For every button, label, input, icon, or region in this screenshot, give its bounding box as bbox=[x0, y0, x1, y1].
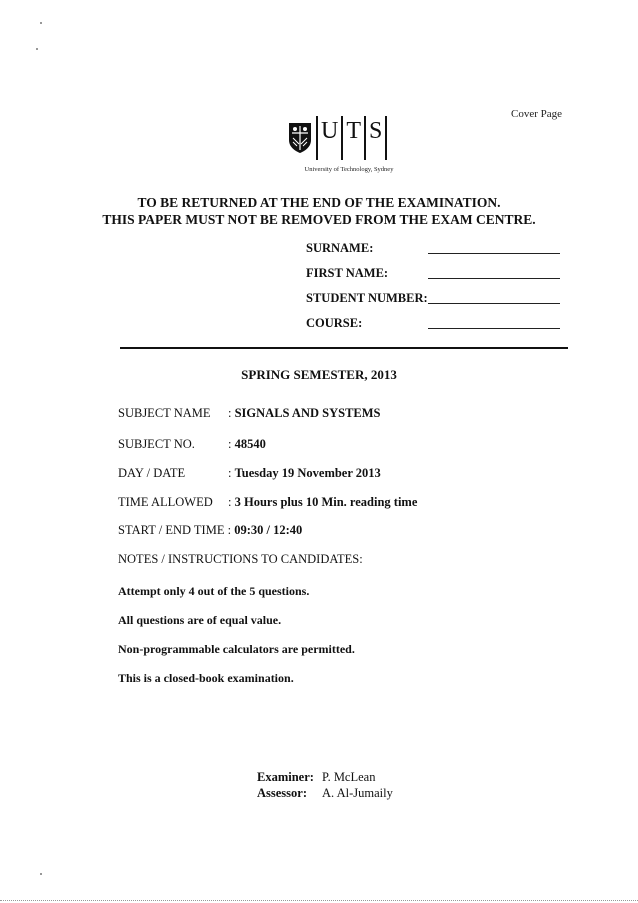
start-end-label: START / END TIME : bbox=[118, 523, 232, 537]
subject-name-row: : SIGNALS AND SYSTEMS bbox=[228, 406, 381, 420]
scan-speck bbox=[40, 22, 42, 24]
day-date-label: DAY / DATE bbox=[118, 466, 186, 480]
subject-name-label: SUBJECT NAME bbox=[118, 406, 211, 420]
day-date-value: Tuesday 19 November 2013 bbox=[234, 466, 381, 480]
start-end-row bbox=[118, 523, 302, 538]
scan-speck bbox=[36, 48, 38, 50]
surname-field[interactable] bbox=[428, 253, 560, 254]
logo-caption: University of Technology, Sydney bbox=[304, 166, 394, 173]
assessor-name: A. Al-Jumaily bbox=[322, 786, 393, 800]
crest-icon bbox=[288, 122, 312, 154]
logo-letter-u: U bbox=[321, 118, 339, 144]
student-number-field[interactable] bbox=[428, 303, 560, 304]
course-field[interactable] bbox=[428, 328, 560, 329]
time-allowed-label: TIME ALLOWED bbox=[118, 495, 213, 509]
subject-no-label: SUBJECT NO. bbox=[118, 437, 195, 451]
time-allowed-value: 3 Hours plus 10 Min. reading time bbox=[234, 495, 418, 509]
student-number-label: STUDENT NUMBER: bbox=[306, 291, 428, 305]
start-end-value: 09:30 / 12:40 bbox=[234, 523, 303, 537]
first-name-field[interactable] bbox=[428, 278, 560, 279]
subject-name-value: SIGNALS AND SYSTEMS bbox=[234, 406, 381, 420]
divider bbox=[120, 347, 568, 349]
subject-no-row: : 48540 bbox=[228, 437, 266, 451]
assessor-label: Assessor: bbox=[257, 786, 307, 800]
semester-title: SPRING SEMESTER, 2013 bbox=[241, 367, 397, 382]
cover-page-label: Cover Page bbox=[510, 108, 562, 120]
examiner-name: P. McLean bbox=[322, 770, 376, 784]
notes-heading: NOTES / INSTRUCTIONS TO CANDIDATES: bbox=[118, 552, 363, 566]
instruction-3: Non-programmable calculators are permitted. bbox=[118, 642, 355, 656]
instruction-1: Attempt only 4 out of the 5 questions. bbox=[118, 584, 310, 598]
time-allowed-row: : 3 Hours plus 10 Min. reading time bbox=[228, 495, 418, 509]
logo-letter-s: S bbox=[369, 118, 383, 144]
course-label: COURSE: bbox=[306, 316, 363, 330]
examiner-label: Examiner: bbox=[257, 770, 314, 784]
removal-warning: THIS PAPER MUST NOT BE REMOVED FROM THE EXAM CENTRE. bbox=[102, 212, 536, 227]
instruction-4: This is a closed-book examination. bbox=[118, 671, 294, 685]
uts-logo bbox=[288, 116, 428, 188]
surname-label: SURNAME: bbox=[306, 241, 374, 255]
first-name-label: FIRST NAME: bbox=[306, 266, 389, 280]
logo-letter-t: T bbox=[346, 118, 362, 144]
scan-bottom-edge bbox=[0, 900, 638, 901]
uts-wordmark bbox=[316, 116, 387, 160]
subject-no-value: 48540 bbox=[234, 437, 266, 451]
return-warning: TO BE RETURNED AT THE END OF THE EXAMINATION. bbox=[137, 195, 501, 210]
scan-speck bbox=[40, 873, 42, 875]
instruction-2: All questions are of equal value. bbox=[118, 613, 282, 627]
day-date-row: : Tuesday 19 November 2013 bbox=[228, 466, 381, 480]
